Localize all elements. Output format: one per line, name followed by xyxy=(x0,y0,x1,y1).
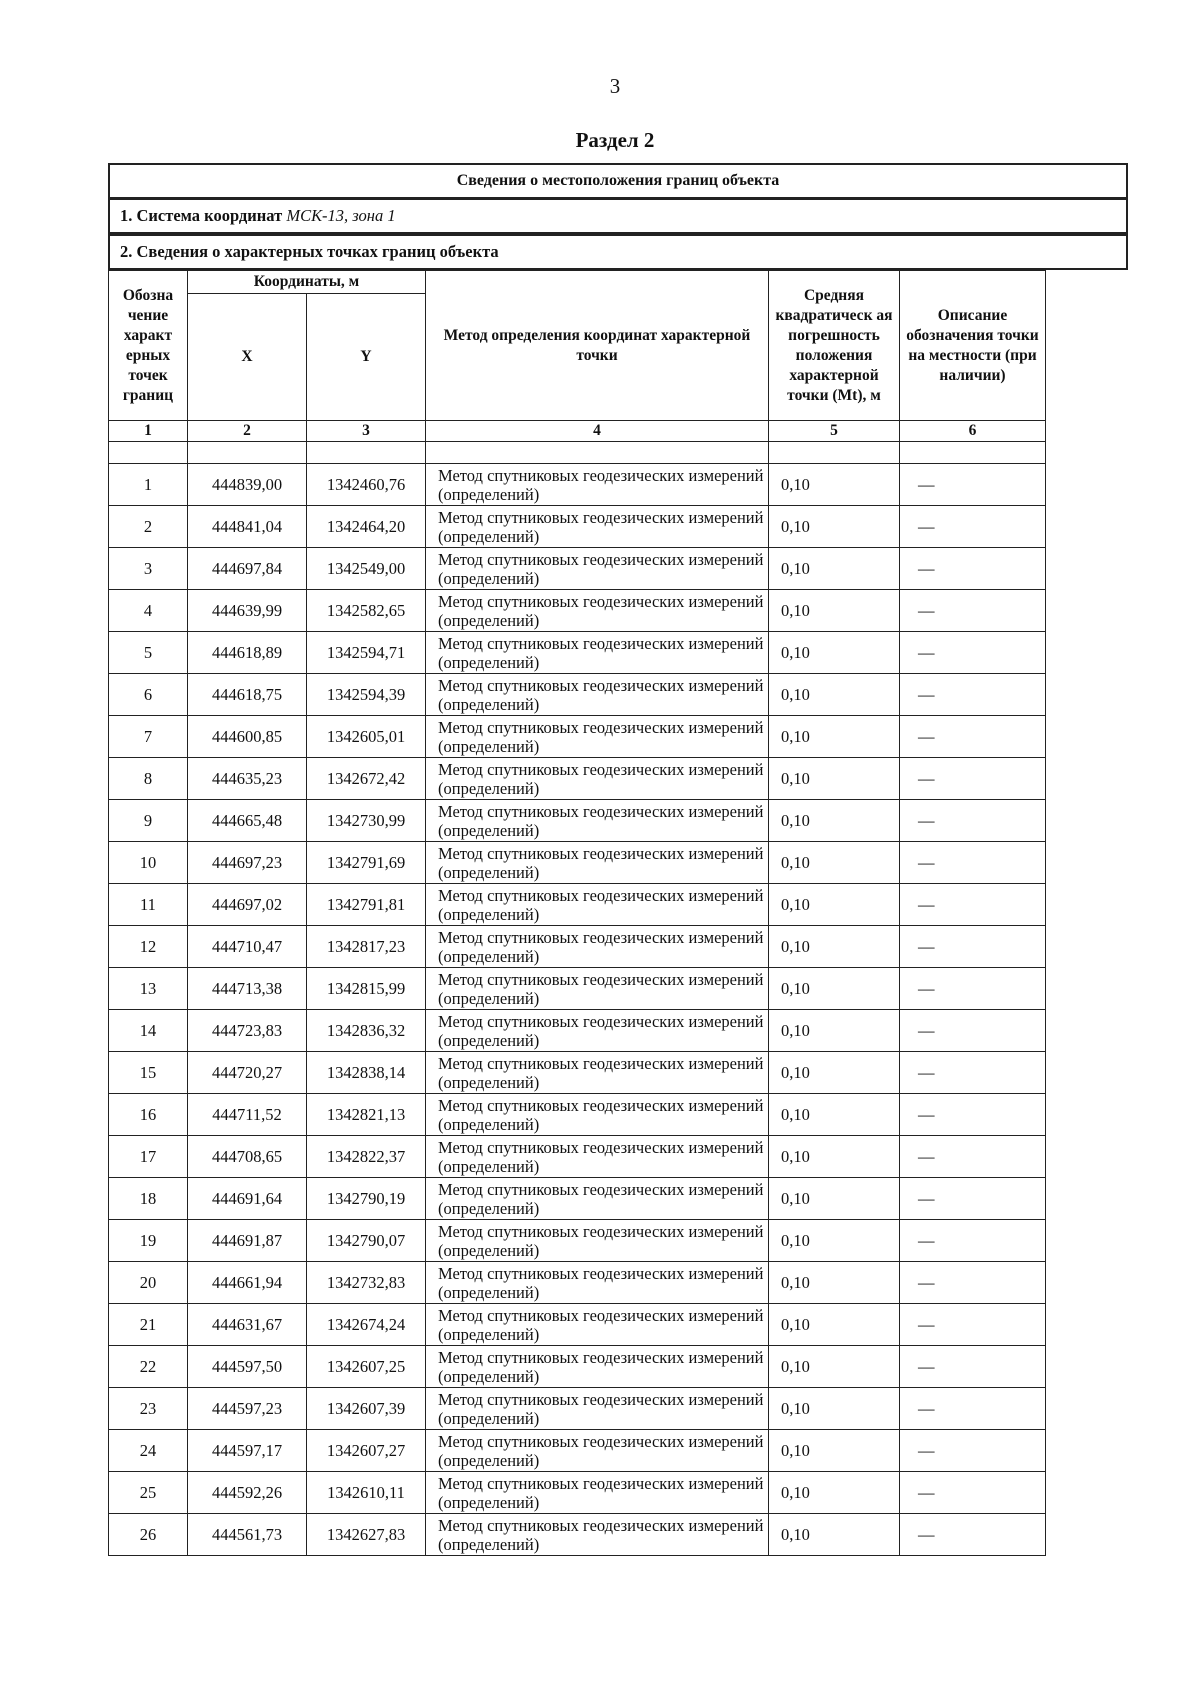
y-coordinate-cell: 1342732,83 xyxy=(307,1262,426,1304)
description-cell: — xyxy=(900,674,1046,716)
table-row xyxy=(109,1472,1129,1514)
error-cell: 0,10 xyxy=(769,1304,900,1346)
point-number-cell: 9 xyxy=(109,800,188,842)
y-coordinate-cell: 1342549,00 xyxy=(307,548,426,590)
point-number-cell: 17 xyxy=(109,1136,188,1178)
error-cell: 0,10 xyxy=(769,1514,900,1556)
x-coordinate-cell: 444841,04 xyxy=(188,506,307,548)
table-row xyxy=(109,506,1129,548)
description-cell: — xyxy=(900,1388,1046,1430)
column-number: 5 xyxy=(769,421,900,442)
x-coordinate-cell: 444661,94 xyxy=(188,1262,307,1304)
error-cell: 0,10 xyxy=(769,716,900,758)
table-row xyxy=(109,1346,1129,1388)
table-row xyxy=(109,548,1129,590)
y-coordinate-cell: 1342607,25 xyxy=(307,1346,426,1388)
description-cell: — xyxy=(900,1304,1046,1346)
column-number: 2 xyxy=(188,421,307,442)
x-coordinate-cell: 444713,38 xyxy=(188,968,307,1010)
y-coordinate-cell: 1342730,99 xyxy=(307,800,426,842)
points-table xyxy=(108,270,1129,1556)
x-coordinate-cell: 444600,85 xyxy=(188,716,307,758)
error-cell: 0,10 xyxy=(769,758,900,800)
method-cell: Метод спутниковых геодезических измерений (определений) xyxy=(426,716,769,758)
table-row xyxy=(109,464,1129,506)
point-number-cell: 3 xyxy=(109,548,188,590)
method-cell: Метод спутниковых геодезических измерений (определений) xyxy=(426,1136,769,1178)
description-cell: — xyxy=(900,506,1046,548)
x-coordinate-cell: 444631,67 xyxy=(188,1304,307,1346)
method-cell: Метод спутниковых геодезических измерений (определений) xyxy=(426,842,769,884)
description-cell: — xyxy=(900,1052,1046,1094)
method-cell: Метод спутниковых геодезических измерений (определений) xyxy=(426,968,769,1010)
error-cell: 0,10 xyxy=(769,926,900,968)
method-cell: Метод спутниковых геодезических измерений (определений) xyxy=(426,1346,769,1388)
method-cell: Метод спутниковых геодезических измерений (определений) xyxy=(426,926,769,968)
x-coordinate-cell: 444597,50 xyxy=(188,1346,307,1388)
table-row xyxy=(109,1388,1129,1430)
x-coordinate-cell: 444697,23 xyxy=(188,842,307,884)
point-number-cell: 21 xyxy=(109,1304,188,1346)
point-number-cell: 23 xyxy=(109,1388,188,1430)
x-coordinate-cell: 444710,47 xyxy=(188,926,307,968)
y-coordinate-cell: 1342815,99 xyxy=(307,968,426,1010)
table-row xyxy=(109,884,1129,926)
description-cell: — xyxy=(900,548,1046,590)
description-cell: — xyxy=(900,590,1046,632)
y-coordinate-cell: 1342594,39 xyxy=(307,674,426,716)
error-cell: 0,10 xyxy=(769,1094,900,1136)
method-cell: Метод спутниковых геодезических измерений (определений) xyxy=(426,1514,769,1556)
y-coordinate-cell: 1342838,14 xyxy=(307,1052,426,1094)
description-cell: — xyxy=(900,1220,1046,1262)
x-coordinate-cell: 444711,52 xyxy=(188,1094,307,1136)
point-number-cell: 13 xyxy=(109,968,188,1010)
table-row xyxy=(109,632,1129,674)
box-title: Сведения о местоположения границ объекта xyxy=(108,163,1128,199)
y-coordinate-cell: 1342674,24 xyxy=(307,1304,426,1346)
description-cell: — xyxy=(900,884,1046,926)
error-cell: 0,10 xyxy=(769,506,900,548)
x-coordinate-cell: 444665,48 xyxy=(188,800,307,842)
table-row xyxy=(109,716,1129,758)
description-cell: — xyxy=(900,1262,1046,1304)
y-coordinate-cell: 1342791,69 xyxy=(307,842,426,884)
table-row xyxy=(109,800,1129,842)
blank-row xyxy=(109,442,1129,464)
method-cell: Метод спутниковых геодезических измерений (определений) xyxy=(426,590,769,632)
error-cell: 0,10 xyxy=(769,1136,900,1178)
y-coordinate-cell: 1342672,42 xyxy=(307,758,426,800)
error-cell: 0,10 xyxy=(769,1472,900,1514)
method-cell: Метод спутниковых геодезических измерений (определений) xyxy=(426,1388,769,1430)
x-coordinate-cell: 444597,23 xyxy=(188,1388,307,1430)
method-cell: Метод спутниковых геодезических измерений (определений) xyxy=(426,884,769,926)
table-row xyxy=(109,1220,1129,1262)
point-number-cell: 20 xyxy=(109,1262,188,1304)
table-row xyxy=(109,1304,1129,1346)
point-number-cell: 11 xyxy=(109,884,188,926)
point-number-cell: 7 xyxy=(109,716,188,758)
coord-system-line xyxy=(108,198,1128,234)
description-cell: — xyxy=(900,1514,1046,1556)
table-row xyxy=(109,926,1129,968)
x-coordinate-cell: 444592,26 xyxy=(188,1472,307,1514)
error-cell: 0,10 xyxy=(769,1262,900,1304)
table-row xyxy=(109,842,1129,884)
y-coordinate-cell: 1342607,39 xyxy=(307,1388,426,1430)
description-cell: — xyxy=(900,1010,1046,1052)
point-number-cell: 19 xyxy=(109,1220,188,1262)
column-number: 1 xyxy=(109,421,188,442)
error-cell: 0,10 xyxy=(769,968,900,1010)
method-cell: Метод спутниковых геодезических измерений (определений) xyxy=(426,1304,769,1346)
error-cell: 0,10 xyxy=(769,842,900,884)
header-method: Метод определения координат характерной точки xyxy=(426,271,769,421)
table-row xyxy=(109,590,1129,632)
x-coordinate-cell: 444597,17 xyxy=(188,1430,307,1472)
description-cell: — xyxy=(900,1136,1046,1178)
y-coordinate-cell: 1342464,20 xyxy=(307,506,426,548)
x-coordinate-cell: 444697,84 xyxy=(188,548,307,590)
description-cell: — xyxy=(900,464,1046,506)
y-coordinate-cell: 1342791,81 xyxy=(307,884,426,926)
description-cell: — xyxy=(900,632,1046,674)
y-coordinate-cell: 1342610,11 xyxy=(307,1472,426,1514)
header-x: X xyxy=(188,294,307,421)
table-row xyxy=(109,1430,1129,1472)
description-cell: — xyxy=(900,968,1046,1010)
error-cell: 0,10 xyxy=(769,1346,900,1388)
x-coordinate-cell: 444839,00 xyxy=(188,464,307,506)
table-row xyxy=(109,1178,1129,1220)
point-number-cell: 22 xyxy=(109,1346,188,1388)
y-coordinate-cell: 1342836,32 xyxy=(307,1010,426,1052)
method-cell: Метод спутниковых геодезических измерений (определений) xyxy=(426,1052,769,1094)
method-cell: Метод спутниковых геодезических измерений (определений) xyxy=(426,1262,769,1304)
x-coordinate-cell: 444635,23 xyxy=(188,758,307,800)
description-cell: — xyxy=(900,800,1046,842)
error-cell: 0,10 xyxy=(769,464,900,506)
y-coordinate-cell: 1342817,23 xyxy=(307,926,426,968)
y-coordinate-cell: 1342790,07 xyxy=(307,1220,426,1262)
table-row xyxy=(109,1136,1129,1178)
error-cell: 0,10 xyxy=(769,1430,900,1472)
x-coordinate-cell: 444561,73 xyxy=(188,1514,307,1556)
method-cell: Метод спутниковых геодезических измерений (определений) xyxy=(426,548,769,590)
table-row xyxy=(109,1010,1129,1052)
error-cell: 0,10 xyxy=(769,632,900,674)
method-cell: Метод спутниковых геодезических измерений (определений) xyxy=(426,758,769,800)
point-number-cell: 1 xyxy=(109,464,188,506)
method-cell: Метод спутниковых геодезических измерений (определений) xyxy=(426,632,769,674)
table-row xyxy=(109,758,1129,800)
description-cell: — xyxy=(900,716,1046,758)
error-cell: 0,10 xyxy=(769,1052,900,1094)
description-cell: — xyxy=(900,926,1046,968)
method-cell: Метод спутниковых геодезических измерений (определений) xyxy=(426,506,769,548)
x-coordinate-cell: 444720,27 xyxy=(188,1052,307,1094)
error-cell: 0,10 xyxy=(769,1010,900,1052)
method-cell: Метод спутниковых геодезических измерений (определений) xyxy=(426,464,769,506)
section-title: Раздел 2 xyxy=(575,128,655,152)
x-coordinate-cell: 444618,75 xyxy=(188,674,307,716)
point-number-cell: 26 xyxy=(109,1514,188,1556)
error-cell: 0,10 xyxy=(769,674,900,716)
point-number-cell: 18 xyxy=(109,1178,188,1220)
header-designation: Обозна чение характ ерных точек границ xyxy=(109,271,188,421)
point-number-cell: 14 xyxy=(109,1010,188,1052)
table-row xyxy=(109,1514,1129,1556)
x-coordinate-cell: 444697,02 xyxy=(188,884,307,926)
method-cell: Метод спутниковых геодезических измерений (определений) xyxy=(426,674,769,716)
point-number-cell: 10 xyxy=(109,842,188,884)
header-coordinates: Координаты, м xyxy=(188,271,426,294)
coord-system-value: МСК-13, зона 1 xyxy=(286,206,396,225)
page-number: 3 xyxy=(609,74,621,98)
error-cell: 0,10 xyxy=(769,1220,900,1262)
point-number-cell: 12 xyxy=(109,926,188,968)
description-cell: — xyxy=(900,1346,1046,1388)
method-cell: Метод спутниковых геодезических измерений (определений) xyxy=(426,1472,769,1514)
method-cell: Метод спутниковых геодезических измерений (определений) xyxy=(426,1220,769,1262)
description-cell: — xyxy=(900,842,1046,884)
y-coordinate-cell: 1342822,37 xyxy=(307,1136,426,1178)
points-heading: 2. Сведения о характерных точках границ объекта xyxy=(108,234,1128,270)
coord-system-label: 1. Система координат xyxy=(120,206,283,225)
x-coordinate-cell: 444708,65 xyxy=(188,1136,307,1178)
column-numbers-row xyxy=(109,421,1129,442)
table-row xyxy=(109,1052,1129,1094)
x-coordinate-cell: 444691,87 xyxy=(188,1220,307,1262)
x-coordinate-cell: 444639,99 xyxy=(188,590,307,632)
y-coordinate-cell: 1342605,01 xyxy=(307,716,426,758)
table-row xyxy=(109,968,1129,1010)
y-coordinate-cell: 1342607,27 xyxy=(307,1430,426,1472)
column-number: 3 xyxy=(307,421,426,442)
description-cell: — xyxy=(900,758,1046,800)
column-number: 4 xyxy=(426,421,769,442)
y-coordinate-cell: 1342790,19 xyxy=(307,1178,426,1220)
point-number-cell: 25 xyxy=(109,1472,188,1514)
point-number-cell: 8 xyxy=(109,758,188,800)
header-error: Средняя квадратическ ая погрешность положения характерной точки (Mt), м xyxy=(769,271,900,421)
error-cell: 0,10 xyxy=(769,800,900,842)
error-cell: 0,10 xyxy=(769,1178,900,1220)
description-cell: — xyxy=(900,1430,1046,1472)
table-row xyxy=(109,1094,1129,1136)
x-coordinate-cell: 444691,64 xyxy=(188,1178,307,1220)
x-coordinate-cell: 444723,83 xyxy=(188,1010,307,1052)
method-cell: Метод спутниковых геодезических измерений (определений) xyxy=(426,1178,769,1220)
y-coordinate-cell: 1342627,83 xyxy=(307,1514,426,1556)
method-cell: Метод спутниковых геодезических измерений (определений) xyxy=(426,800,769,842)
method-cell: Метод спутниковых геодезических измерений (определений) xyxy=(426,1010,769,1052)
point-number-cell: 15 xyxy=(109,1052,188,1094)
point-number-cell: 16 xyxy=(109,1094,188,1136)
y-coordinate-cell: 1342821,13 xyxy=(307,1094,426,1136)
error-cell: 0,10 xyxy=(769,884,900,926)
error-cell: 0,10 xyxy=(769,548,900,590)
y-coordinate-cell: 1342594,71 xyxy=(307,632,426,674)
description-cell: — xyxy=(900,1178,1046,1220)
error-cell: 0,10 xyxy=(769,590,900,632)
point-number-cell: 2 xyxy=(109,506,188,548)
description-cell: — xyxy=(900,1094,1046,1136)
point-number-cell: 5 xyxy=(109,632,188,674)
x-coordinate-cell: 444618,89 xyxy=(188,632,307,674)
column-number: 6 xyxy=(900,421,1046,442)
table-row xyxy=(109,674,1129,716)
point-number-cell: 6 xyxy=(109,674,188,716)
header-description: Описание обозначения точки на местности (при наличии) xyxy=(900,271,1046,421)
y-coordinate-cell: 1342582,65 xyxy=(307,590,426,632)
header-y: Y xyxy=(307,294,426,421)
description-cell: — xyxy=(900,1472,1046,1514)
point-number-cell: 4 xyxy=(109,590,188,632)
method-cell: Метод спутниковых геодезических измерений (определений) xyxy=(426,1094,769,1136)
error-cell: 0,10 xyxy=(769,1388,900,1430)
point-number-cell: 24 xyxy=(109,1430,188,1472)
method-cell: Метод спутниковых геодезических измерений (определений) xyxy=(426,1430,769,1472)
y-coordinate-cell: 1342460,76 xyxy=(307,464,426,506)
table-row xyxy=(109,1262,1129,1304)
